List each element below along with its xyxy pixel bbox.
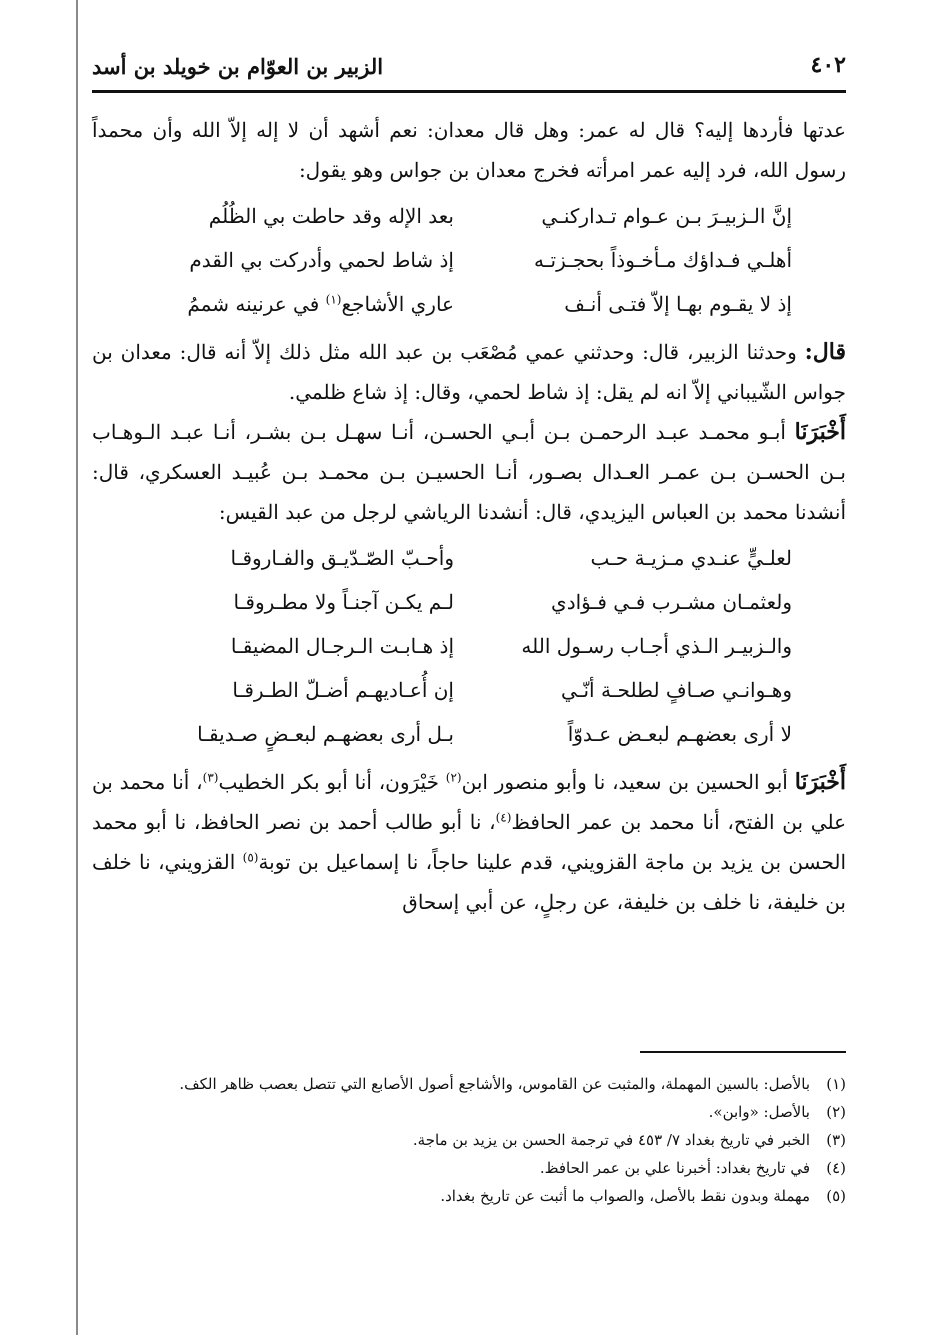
verse-first-half: إذ لا يقـوم بهـا إلاّ فتـى أنـف	[564, 292, 792, 316]
verse-line	[92, 668, 846, 712]
verse-line	[92, 238, 846, 282]
verse-line	[92, 282, 846, 326]
footnote	[92, 1098, 846, 1126]
verse-second-half: وأحـبّ الصّـدّيـق والفـاروقـا	[230, 546, 454, 570]
paragraph-4-text: أبو الحسين بن سعيد، نا وأبو منصور ابن	[461, 770, 795, 794]
poem-2	[92, 536, 846, 756]
verse-second-half: بعد الإله وقد حاطت بي الظُلُم	[208, 204, 454, 228]
verse-second-half	[124, 282, 454, 326]
paragraph-lead: قال:	[804, 339, 846, 365]
verse-line	[92, 536, 846, 580]
main-text	[92, 110, 846, 922]
paragraph-4-text: ، أنا محمد بن علي بن الفتح، أنا محمد بن عمر الحافظ	[92, 770, 846, 834]
footnote-ref: (٣)	[202, 770, 219, 785]
verse-first-half: لعلـيٍّ عنـدي مـزيـة حـب	[590, 546, 792, 570]
footnote	[92, 1154, 846, 1182]
paragraph-4-text: خَيْرَون، أنا أبو بكر الخطيب	[218, 770, 446, 794]
verse-text: في عرنينه شممُ	[187, 292, 326, 316]
footnote-number: (١)	[826, 1075, 846, 1093]
verse-first-half: إنَّ الـزبيـرَ بـن عـوام تـداركنـي	[541, 204, 792, 228]
header-rule	[92, 90, 846, 93]
footnotes	[92, 1070, 846, 1210]
verse-second-half: لـم يكـن آجنـاً ولا مطـروقـا	[233, 590, 454, 614]
verse-first-half: أهلـي فـداؤك مـأخـوذاً بحجـزتـه	[533, 248, 792, 272]
verse-second-half: إذ شاط لحمي وأدركت بي القدم	[189, 248, 454, 272]
page-number: ٤٠٢	[810, 52, 846, 78]
running-title: الزبير بن العوّام بن خويلد بن أسد	[92, 54, 384, 79]
footnote-text: بالأصل: بالسين المهملة، والمثبت عن القاموس، والأشاجع أصول الأصابع التي تتصل بعصب ظاهر الكف.	[179, 1075, 810, 1093]
verse-line	[92, 624, 846, 668]
footnote-text: مهملة وبدون نقط بالأصل، والصواب ما أثبت عن تاريخ بغداد.	[440, 1187, 810, 1205]
paragraph-4-text: القزويني، نا خلف بن خليفة، نا خلف بن خليفة، عن رجلٍ، عن أبي إسحاق	[92, 850, 846, 914]
paragraph-lead: أَخْبَرَنَا	[794, 769, 847, 795]
footnote-ref: (٥)	[242, 850, 259, 865]
footnote-text: الخبر في تاريخ بغداد ٧/ ٤٥٣ في ترجمة الحسن بن يزيد بن ماجة.	[412, 1131, 810, 1149]
paragraph-3	[92, 412, 846, 532]
running-header	[92, 48, 846, 88]
paragraph-4	[92, 762, 846, 922]
footnote	[92, 1126, 846, 1154]
paragraph-3-text: أبـو محمـد عبـد الرحمـن بـن أبـي الحسـن، أنـا سهـل بـن بشـر، أنـا عبـد الـوهـاب بـن الحسـن بـن عمـر العـدال بصـور، أنـا الحسيـن بـن محمـد بـن عُبيـد العسكري، قال: أنشدنا محمد بن العباس اليزيدي، قال: أنشدنا الرياشي لرجل من عبد القيس:	[92, 420, 846, 524]
footnote-number: (٣)	[826, 1131, 846, 1149]
binding-line	[76, 0, 78, 1335]
verse-line	[92, 712, 846, 756]
verse-first-half: وهـوانـي صـافٍ لطلحـة أنّـي	[560, 678, 792, 702]
footnote-ref: (١)	[325, 292, 342, 307]
verse-text: عاري الأشاجع	[341, 292, 454, 316]
verse-second-half: إن أُعـاديهـم أضـلّ الطـرقـا	[232, 678, 454, 702]
footnote	[92, 1182, 846, 1210]
paragraph-1	[92, 110, 846, 190]
paragraph-2	[92, 332, 846, 412]
footnote-text: في تاريخ بغداد: أخبرنا علي بن عمر الحافظ.	[539, 1159, 810, 1177]
paragraph-4-text: ، نا أبو طالب أحمد بن نصر الحافظ، نا أبو محمد الحسن بن يزيد بن ماجة القزويني، قدم علينا حاجاً، نا إسماعيل بن توبة	[92, 810, 847, 874]
verse-line	[92, 194, 846, 238]
footnote-number: (٤)	[826, 1159, 846, 1177]
footnote-rule	[640, 1051, 846, 1053]
verse-second-half: بـل أرى بعضهـم لبعـضٍ صـديقـا	[197, 722, 454, 746]
verse-line	[92, 580, 846, 624]
paragraph-1-text: عدتها فأردها إليه؟ قال له عمر: وهل قال معدان: نعم أشهد أن لا إله إلاّ الله وأن محمداً رسول الله، فرد إليه عمر امرأته فخرج معدان بن جواس وهو يقول:	[92, 118, 846, 182]
verse-first-half: لا أرى بعضهـم لبعـض عـدوّاً	[567, 722, 792, 746]
footnote-ref: (٢)	[445, 770, 462, 785]
footnote-number: (٢)	[826, 1103, 846, 1121]
verse-first-half: ولعثمـان مشـرب فـي فـؤادي	[551, 590, 792, 614]
footnote-ref: (٤)	[495, 810, 512, 825]
paragraph-lead: أَخْبَرَنَا	[794, 419, 846, 445]
footnote	[92, 1070, 846, 1098]
paragraph-2-text: وحدثنا الزبير، قال: وحدثني عمي مُصْعَب بن عبد الله مثل ذلك إلاّ أنه قال: معدان بن جواس الشّيباني إلاّ انه لم يقل: إذ شاط لحمي، وقال: إذ شاع ظلمي.	[92, 340, 846, 404]
verse-first-half: والـزبيـر الـذي أجـاب رسـول الله	[521, 634, 792, 658]
footnote-number: (٥)	[826, 1187, 846, 1205]
poem-1	[92, 194, 846, 326]
verse-second-half: إذ هـابـت الـرجـال المضيقـا	[230, 634, 454, 658]
footnote-text: بالأصل: «وابن».	[708, 1103, 810, 1121]
